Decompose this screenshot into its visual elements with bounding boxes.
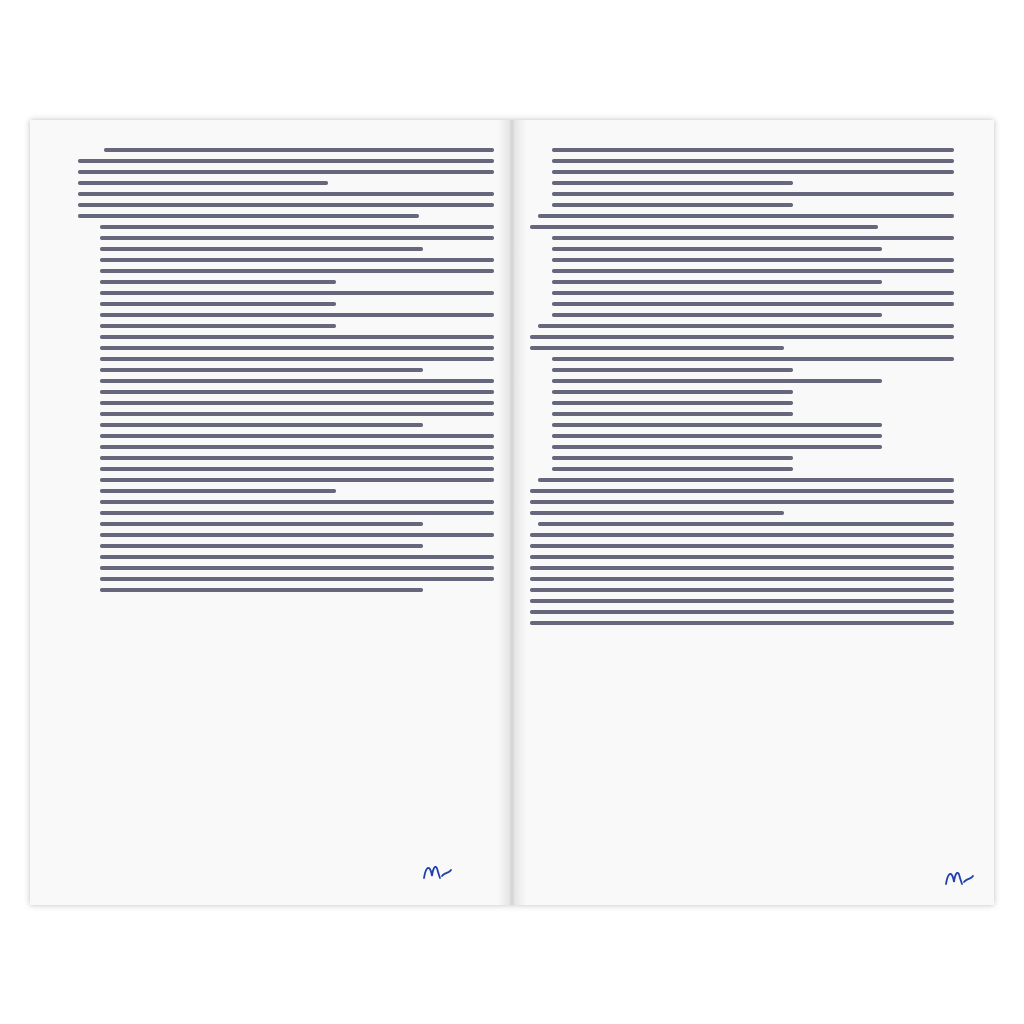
list-item [78,258,494,284]
document-spread [30,120,994,905]
list-item [530,467,954,471]
list-item [530,247,954,251]
paragraph [530,214,954,229]
signature-mark [420,858,454,884]
list-item [530,291,954,317]
paragraph [78,192,494,218]
book-gutter-shadow [498,120,526,905]
list-item [530,379,954,383]
list-item [530,445,954,449]
list-item [530,412,954,416]
list-item [530,423,954,427]
signature-mark [942,864,976,890]
list-item [78,500,494,526]
list-item [530,456,954,460]
right-text-column [530,148,954,835]
list-item [78,434,494,493]
list-item [78,533,494,548]
list-item [78,291,494,306]
list-item [78,225,494,251]
list-item [530,258,954,284]
list-item [78,577,494,592]
paragraph [530,324,954,350]
right-page [512,120,994,905]
paragraph [78,148,494,185]
list-item [78,313,494,328]
list-item [530,434,954,438]
paragraph [530,522,954,625]
paragraph [530,478,954,515]
list-item [530,390,954,394]
list-item [78,555,494,570]
list-item [530,236,954,240]
list-item [530,148,954,185]
list-item [78,335,494,372]
list-item [78,379,494,427]
left-text-column [78,148,494,835]
list-item [530,357,954,372]
left-page [30,120,512,905]
list-item [530,401,954,405]
list-item [530,192,954,207]
